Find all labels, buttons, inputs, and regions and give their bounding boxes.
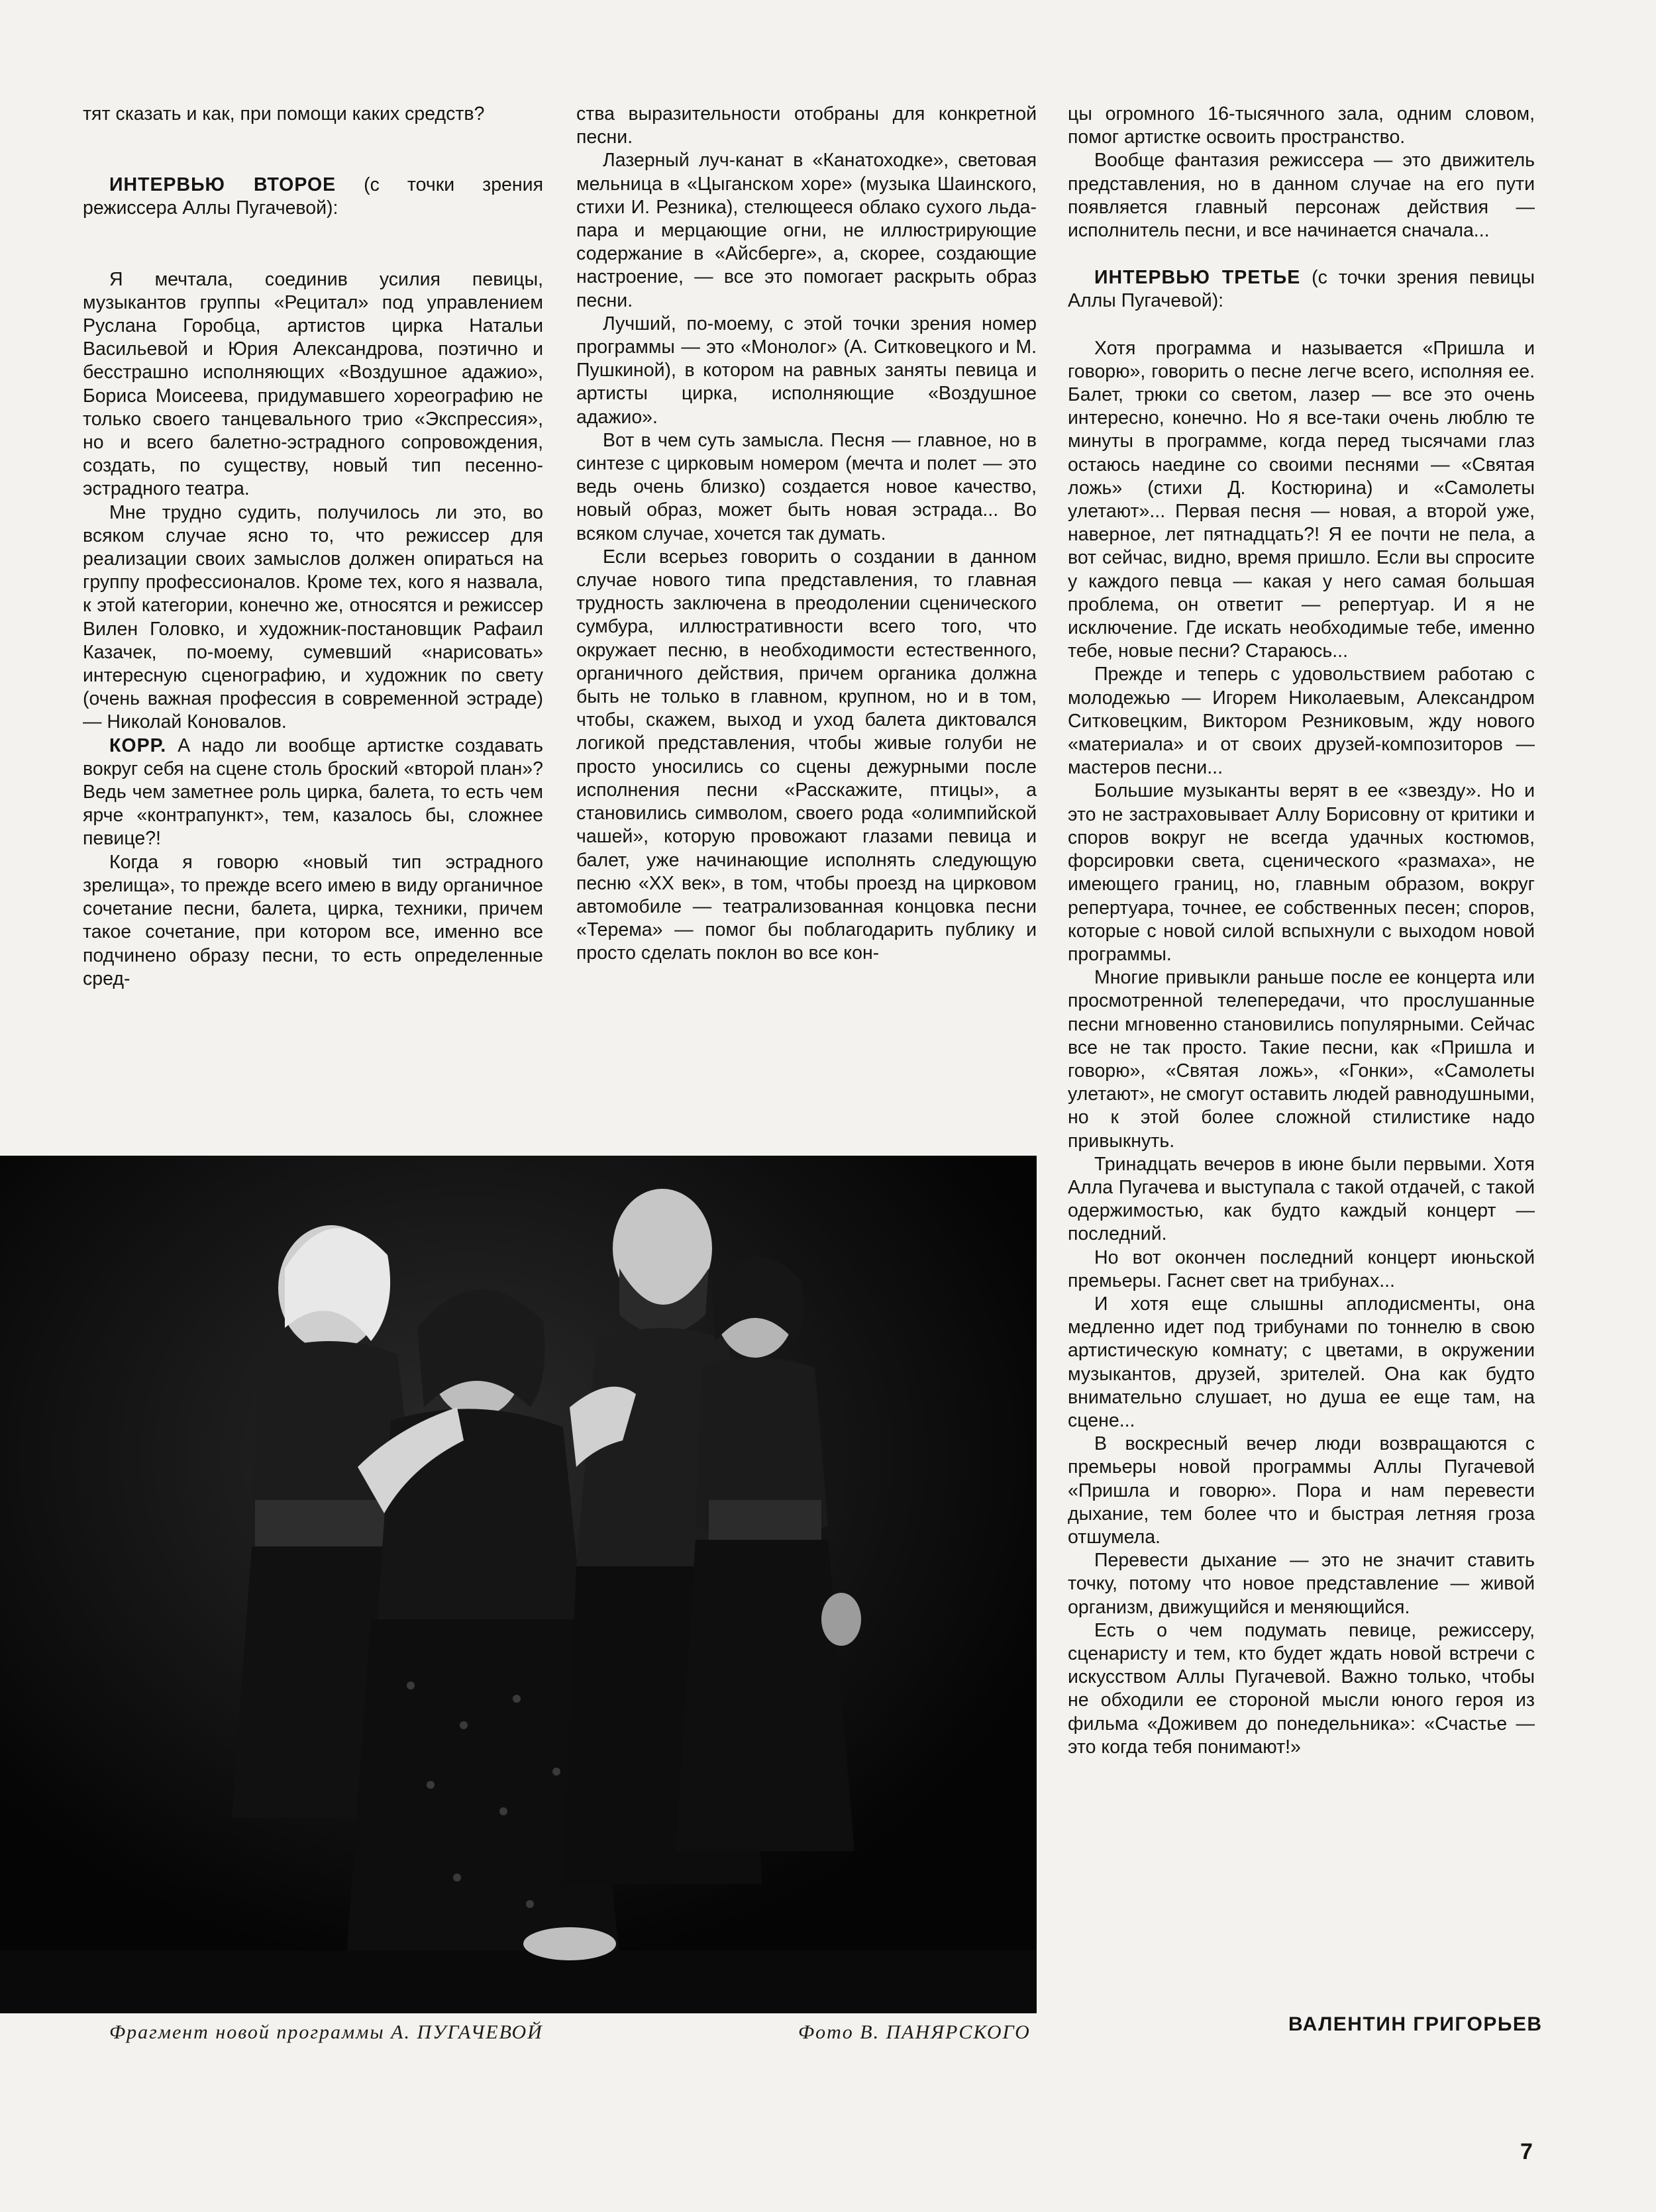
paragraph: Большие музыканты верят в ее «звезду». Но и это не застраховывает Аллу Борисовну от критики и споров вокруг не всегда удачных костюмов, форсировки света, сценического «размаха», не имеющего границ, но, главным образом, вокруг репертуара, точнее, ее собственных песен; споров, которые с новой силой вспыхнули с выходом новой программы. <box>1068 780 1535 965</box>
paragraph: Многие привыкли раньше после ее концерта или просмотренной телепередачи, что прослушанные песни мгновенно становились популярными. Сейчас все не так просто. Такие песни, как «Пришла и говорю», «Святая ложь», «Гонки», «Самолеты улетают», не смогут оставить людей равнодушными, но к этой более сложной стилистике надо привыкнуть. <box>1068 967 1535 1152</box>
korr-label: КОРР. <box>109 734 167 756</box>
photo-caption: Фрагмент новой программы А. ПУГАЧЕВОЙ <box>109 2021 543 2043</box>
paragraph: Если всерьез говорить о создании в данном случае нового типа представления, то главная трудность заключена в преодолении сценического сумбура, иллюстративности всего того, что окружает песню, в необходимости естественного, органичного действия, причем органика должна быть не только в главном, крупном, но и в том, чтобы, скажем, выход и уход балета диктовался логикой представления, чтобы живые голуби не просто уносились со сцены дежурными после исполнения песни «Расскажите, птицы», а становились символом, своего рода «олимпийской чашей», которую провожают глазами певица и балет, уже начинающие исполнять следующую песню «XX век», в том, чтобы проезд на цирковом автомобиле — театрализованная концовка песни «Терема» — помог бы поблагодарить публику и просто сделать поклон во все кон- <box>576 546 1037 964</box>
article-column-3 <box>1068 103 1535 1759</box>
korr-text: А надо ли вообще артистке создавать вокруг себя на сцене столь броский «второй план»? Ведь чем заметнее роль цирка, балета, то есть чем ярче «контрапункт», тем, казалось бы, сложнее певице?! <box>83 734 543 850</box>
paragraph: Я мечтала, соединив усилия певицы, музыкантов группы «Рецитал» под управлением Руслана Горобца, артистов цирка Натальи Васильевой и Юрия Александрова, поэтично и бесстрашно исполняющих «Воздушное адажио», Бориса Моисеева, придумавшего хореографию не только своего танцевального трио «Экспрессия», но и всего балетно-эстрадного сопровождения, создать, по существу, новый тип песенно-эстрадного театра. <box>83 268 543 500</box>
paragraph: Мне трудно судить, получилось ли это, во всяком случае ясно то, что режиссер для реализации своих замыслов должен опираться на группу профессионалов. Кроме тех, кого я назвала, к этой категории, конечно же, относятся и режиссер Вилен Головко, и художник-постановщик Рафаил Казачек, по-моему, сумевший «нарисовать» интересную сценографию, и художник по свету (очень важная профессия в современной эстраде) — Николай Коновалов. <box>83 501 543 733</box>
paragraph: Прежде и теперь с удовольствием работаю с молодежью — Игорем Николаевым, Александром Ситковецким, Виктором Резниковым, жду нового «материала» и от своих друзей-композиторов — мастеров песни... <box>1068 664 1535 779</box>
paragraph: И хотя еще слышны аплодисменты, она медленно идет под трибунами по тоннелю в свою артистическую комнату; с цветами, в окружении музыкантов, друзей, зрителей. Она как будто внимательно слушает, но душа ее еще там, на сцене... <box>1068 1293 1535 1431</box>
paragraph: Лучший, по-моему, с этой точки зрения номер программы — это «Монолог» (А. Ситковецкого и М. Пушкиной), в котором на равных заняты певица и артисты цирка, исполняющие «Воздушное адажио». <box>576 313 1037 428</box>
paragraph: Когда я говорю «новый тип эстрадного зрелища», то прежде всего имею в виду органичное сочетание песни, балета, цирка, техники, причем такое сочетание, при котором все, именно все подчинено образу песни, то есть определенные сред- <box>83 851 543 989</box>
paragraph: Перевести дыхание — это не значит ставить точку, потому что новое представление — живой организм, движущийся и меняющийся. <box>1068 1550 1535 1618</box>
paragraph: Вообще фантазия режиссера — это движитель представления, но в данном случае на его пути появляется главный персонаж действия — исполнитель песни, и все начинается сначала... <box>1068 150 1535 242</box>
paragraph: тят сказать и как, при помощи каких средств? <box>83 103 485 125</box>
photo-credit: Фото В. ПАНЯРСКОГО <box>798 2021 1031 2043</box>
subheading-interview-3 <box>1068 266 1535 313</box>
paragraph: Тринадцать вечеров в июне были первыми. Хотя Алла Пугачева и выступала с такой отдачей, с такой одержимостью, как будто каждый концерт — последний. <box>1068 1153 1535 1245</box>
subheading-title: ИНТЕРВЬЮ ВТОРОЕ <box>109 174 336 196</box>
article-column-2 <box>576 103 1037 966</box>
subheading-rest: (с точки зрения певицы Аллы Пугачевой): <box>1068 267 1535 312</box>
author-signature: ВАЛЕНТИН ГРИГОРЬЕВ <box>1288 2013 1543 2035</box>
paragraph-korr <box>83 734 543 851</box>
paragraph: Но вот окончен последний концерт июньской премьеры. Гаснет свет на трибунах... <box>1068 1246 1535 1291</box>
page-number: 7 <box>1520 2139 1533 2164</box>
article-column-1 <box>83 103 543 991</box>
paragraph: Лазерный луч-канат в «Канатоходке», световая мельница в «Цыганском хоре» (музыка Шаинского, стихи И. Резника), стелющееся облако сухого льда-пара и мерцающие огни, не иллюстрирующие содержание в «Айсберге», а, скорее, создающие настроение, — все это помогает раскрыть образ песни. <box>576 150 1037 311</box>
paragraph: Есть о чем подумать певице, режиссеру, сценаристу и тем, кто будет ждать новой встречи с искусством Аллы Пугачевой. Важно только, чтобы не обходили ее стороной мысли юного героя из фильма «Доживем до понедельника»: «Счастье — это когда тебя понимают!» <box>1068 1619 1535 1758</box>
paragraph: ства выразительности отобраны для конкретной песни. <box>576 103 1037 148</box>
paragraph: Хотя программа и называется «Пришла и говорю», говорить о песне легче всего, исполняя ее. Балет, трюки со светом, лазер — все это очень интересно, конечно. Но я все-таки очень люблю те минуты в программе, когда перед тысячами глаз остаюсь наедине со своими песнями — «Святая ложь» (стихи Д. Костюрина) и «Самолеты улетают»... Первая песня — новая, а второй уже, наверное, лет пятнадцать?! Я ее почти не пела, а вот сейчас, видно, время пришло. Если вы спросите у каждого певца — какая у него самая большая проблема, он ответит — репертуар. И я не исключение. Где искать необходимые тебе, именно тебе, новые песни? Стараюсь... <box>1068 337 1535 662</box>
paragraph: В воскресный вечер люди возвращаются с премьеры новой программы Аллы Пугачевой «Пришла и говорю». Пора и нам перевести дыхание, тем более что и быстрая летняя гроза отшумела. <box>1068 1433 1535 1548</box>
subheading-rest: (с точки зрения режиссера Аллы Пугачевой): <box>83 174 543 219</box>
concert-photo <box>0 1156 1037 2013</box>
subheading-interview-2 <box>83 174 543 220</box>
paragraph: Вот в чем суть замысла. Песня — главное, но в синтезе с цирковым номером (мечта и полет — это ведь очень близко) создается новое качество, новый образ, может быть новая эстрада... Во всяком случае, хочется так думать. <box>576 429 1037 544</box>
subheading-title: ИНТЕРВЬЮ ТРЕТЬЕ <box>1094 267 1301 289</box>
paragraph: цы огромного 16-тысячного зала, одним словом, помог артистке освоить пространство. <box>1068 103 1535 148</box>
performers-silhouette-image <box>0 1156 1037 2013</box>
